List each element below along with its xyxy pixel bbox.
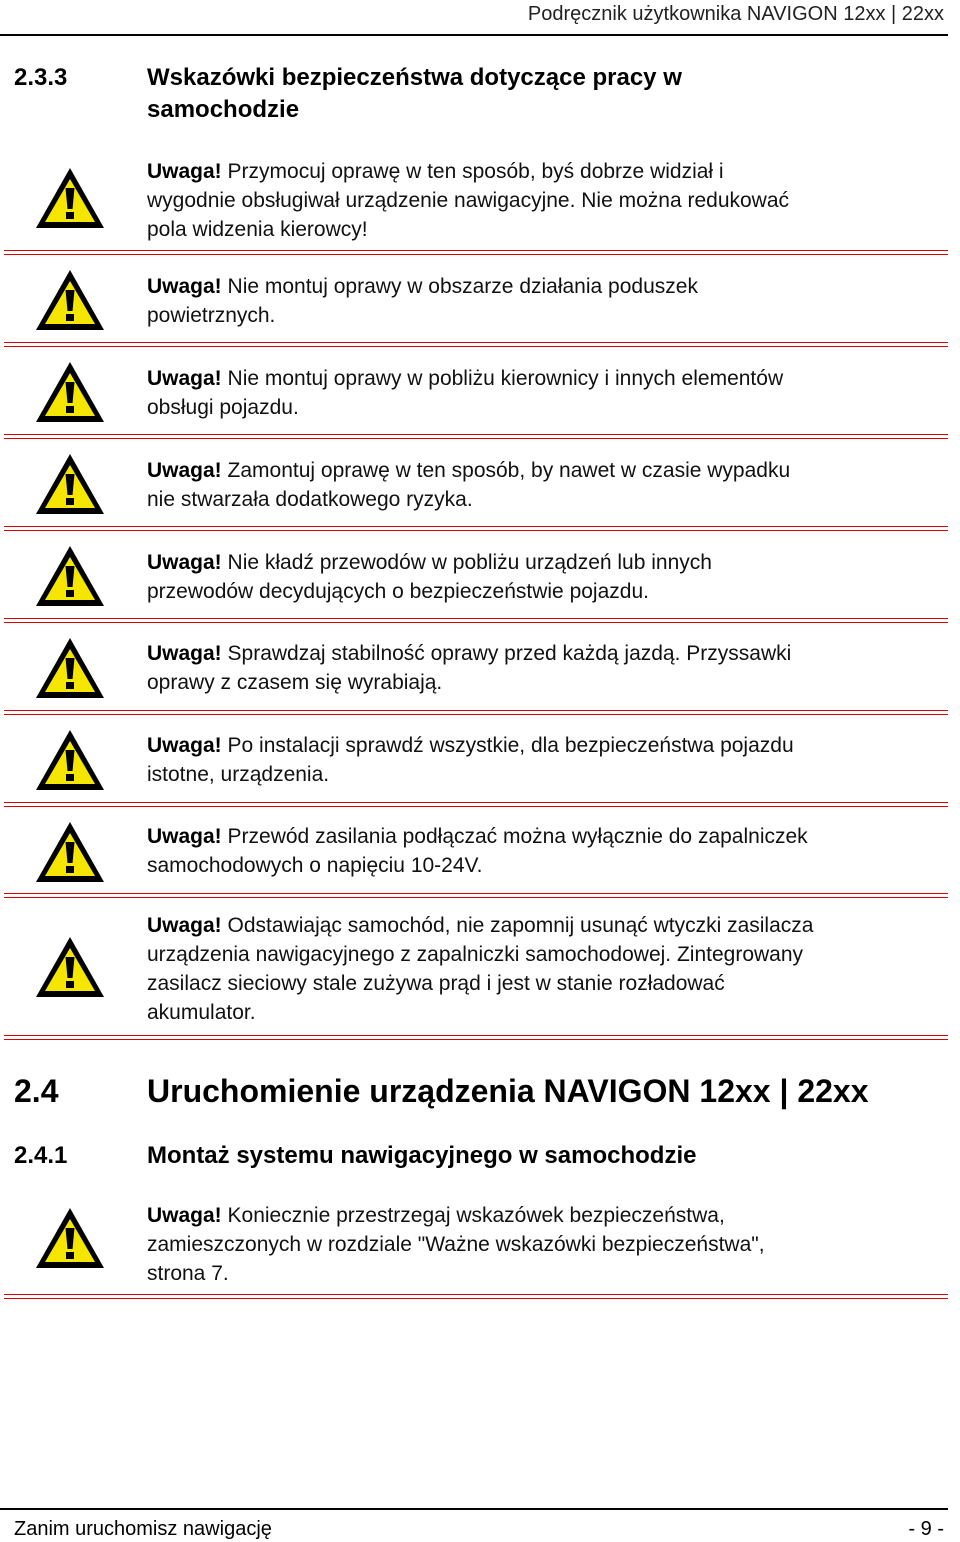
warning-line: nie stwarzała dodatkowego ryzyka. <box>147 488 473 511</box>
warning-line: przewodów decydujących o bezpieczeństwie pojazdu. <box>147 580 649 603</box>
section-number: 2.4 <box>14 1073 59 1109</box>
warning-label: Uwaga! <box>147 160 222 183</box>
warning-label: Uwaga! <box>147 825 222 848</box>
warning-text <box>147 731 947 789</box>
warning-line: Przymocuj oprawę w ten sposób, byś dobrze widział i <box>227 160 724 183</box>
warning-line: Po instalacji sprawdź wszystkie, dla bezpieczeństwa pojazdu <box>227 734 794 757</box>
page-number: - 9 - <box>908 1518 944 1540</box>
warning-text <box>147 364 947 422</box>
warning-label: Uwaga! <box>147 1204 222 1227</box>
warning-line: zasilacz sieciowy stale zużywa prąd i jest w stanie rozładować <box>147 972 725 995</box>
warning-text <box>147 272 947 330</box>
warning-line: Nie montuj oprawy w obszarze działania poduszek <box>227 275 698 298</box>
warning-line: Sprawdzaj stabilność oprawy przed każdą jazdą. Przyssawki <box>227 642 792 665</box>
section-number: 2.3.3 <box>14 64 68 91</box>
warning-line: zamieszczonych w rozdziale "Ważne wskazówki bezpieczeństwa", <box>147 1233 765 1256</box>
warning-line: Koniecznie przestrzegaj wskazówek bezpieczeństwa, <box>227 1204 725 1227</box>
section-heading-2-4-1 <box>14 1140 944 1174</box>
warning-triangle-icon <box>34 1206 106 1270</box>
header-title: Podręcznik użytkownika NAVIGON 12xx | 22xx <box>527 3 944 25</box>
warning-text <box>147 456 947 514</box>
warning-line: oprawy z czasem się wyrabiają. <box>147 671 443 694</box>
warning-triangle-icon <box>34 820 106 884</box>
warning-line: pola widzenia kierowcy! <box>147 218 368 241</box>
warning-triangle-icon <box>34 636 106 700</box>
warning-line: urządzenia nawigacyjnego z zapalniczki samochodowej. Zintegrowany <box>147 943 804 966</box>
warning-separator <box>4 618 948 623</box>
warning-label: Uwaga! <box>147 551 222 574</box>
page-header <box>0 0 948 36</box>
warning-text <box>147 548 947 606</box>
warning-triangle-icon <box>34 166 106 230</box>
warning-triangle-icon <box>34 452 106 516</box>
warning-separator <box>4 893 948 898</box>
warning-line: powietrznych. <box>147 304 276 327</box>
warning-label: Uwaga! <box>147 914 222 937</box>
warning-label: Uwaga! <box>147 459 222 482</box>
section-title: Uruchomienie urządzenia NAVIGON 12xx | 22xx <box>147 1073 869 1109</box>
warning-label: Uwaga! <box>147 734 222 757</box>
warning-triangle-icon <box>34 360 106 424</box>
warning-label: Uwaga! <box>147 367 222 390</box>
warning-separator <box>4 526 948 531</box>
warning-line: samochodowych o napięciu 10-24V. <box>147 854 483 877</box>
warning-line: obsługi pojazdu. <box>147 396 299 419</box>
warning-line: Przewód zasilania podłączać można wyłącznie do zapalniczek <box>227 825 808 848</box>
section-heading-2-3-3 <box>14 62 944 128</box>
warning-separator <box>4 342 948 347</box>
warning-label: Uwaga! <box>147 642 222 665</box>
warning-line: Zamontuj oprawę w ten sposób, by nawet w czasie wypadku <box>227 459 791 482</box>
warning-separator <box>4 434 948 439</box>
warning-line: istotne, urządzenia. <box>147 763 330 786</box>
warning-triangle-icon <box>34 728 106 792</box>
warning-text <box>147 911 947 1027</box>
warning-triangle-icon <box>34 544 106 608</box>
warning-separator <box>4 710 948 715</box>
section-title: Wskazówki bezpieczeństwa dotyczące pracy w samochodzie <box>147 64 682 123</box>
warning-triangle-icon <box>34 935 106 999</box>
warning-line: strona 7. <box>147 1262 229 1285</box>
warning-text <box>147 822 947 880</box>
footer-chapter: Zanim uruchomisz nawigację <box>14 1518 272 1540</box>
warning-separator <box>4 802 948 807</box>
warning-line: Odstawiając samochód, nie zapomnij usunąć wtyczki zasilacza <box>227 914 814 937</box>
warning-text <box>147 1201 947 1288</box>
warning-line: wygodnie obsługiwał urządzenie nawigacyjne. Nie można redukować <box>147 189 790 212</box>
warning-line: Nie kładź przewodów w pobliżu urządzeń lub innych <box>227 551 712 574</box>
warning-line: Nie montuj oprawy w pobliżu kierownicy i innych elementów <box>227 367 784 390</box>
warning-text <box>147 639 947 697</box>
warning-triangle-icon <box>34 268 106 332</box>
section-number: 2.4.1 <box>14 1142 68 1169</box>
warning-text <box>147 157 947 244</box>
section-heading-2-4 <box>14 1072 944 1112</box>
warning-separator <box>4 1035 948 1040</box>
warning-separator <box>4 1294 948 1299</box>
warning-separator <box>4 250 948 255</box>
section-title: Montaż systemu nawigacyjnego w samochodzie <box>147 1142 697 1169</box>
warning-line: akumulator. <box>147 1001 256 1024</box>
page-footer <box>0 1508 948 1542</box>
warning-label: Uwaga! <box>147 275 222 298</box>
